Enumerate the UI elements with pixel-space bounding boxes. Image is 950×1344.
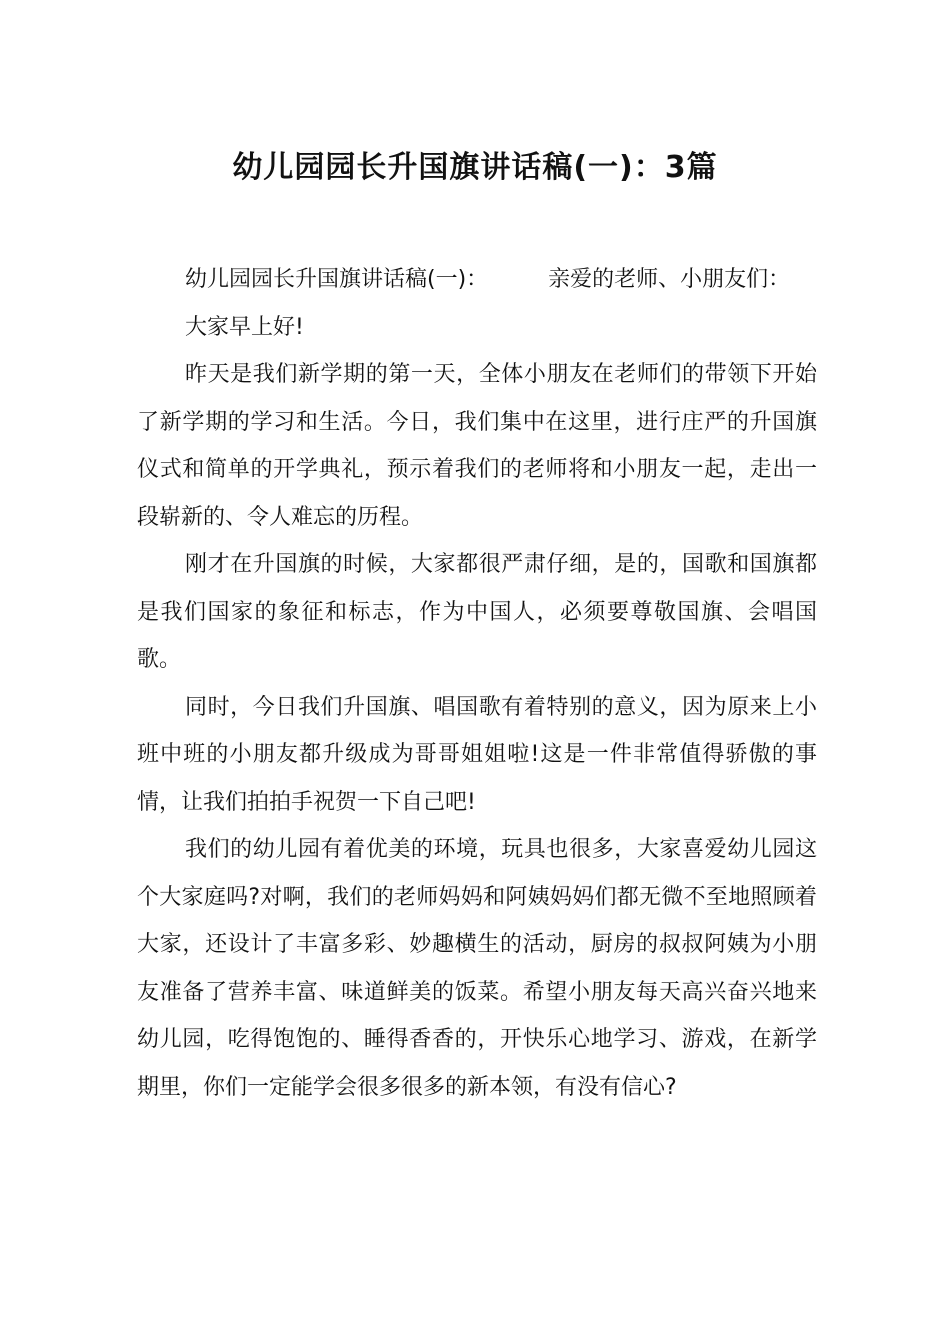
paragraph-4: 我们的幼儿园有着优美的环境，玩具也很多，大家喜爱幼儿园这个大家庭吗?对啊，我们的老师妈妈和阿姨妈妈们都无微不至地照顾着大家，还设计了丰富多彩、妙趣横生的活动，厨房的叔叔阿姨为小朋友准备了营养丰富、味道鲜美的饭菜。希望小朋友每天高兴奋兴地来幼儿园，吃得饱饱的、睡得香香的，开快乐心地学习、游戏，在新学期里，你们一定能学会很多很多的新本领，有没有信心? (137, 837, 817, 1100)
document-title: 幼儿园园长升国旗讲话稿(一)：3篇 (232, 150, 718, 185)
paragraph-2: 刚才在升国旗的时候，大家都很严肃仔细，是的，国歌和国旗都是我们国家的象征和标志，作为中国人，必须要尊敬国旗、会唱国歌。 (137, 552, 817, 672)
greeting: 大家早上好! (185, 314, 304, 340)
paragraph-1: 昨天是我们新学期的第一天，全体小朋友在老师们的带领下开始了新学期的学习和生活。今日，我们集中在这里，进行庄严的升国旗仪式和简单的开学典礼，预示着我们的老师将和小朋友一起，走出一段崭新的、令人难忘的历程。 (137, 362, 817, 530)
intro-line (137, 256, 817, 304)
salutation: 亲爱的老师、小朋友们： (548, 267, 791, 292)
document-body (137, 256, 817, 1111)
paragraph-3: 同时，今日我们升国旗、唱国歌有着特别的意义，因为原来上小班中班的小朋友都升级成为哥哥姐姐啦!这是一件非常值得骄傲的事情，让我们拍拍手祝贺一下自己吧! (137, 694, 817, 815)
intro-heading: 幼儿园园长升国旗讲话稿(一)： (185, 267, 489, 292)
